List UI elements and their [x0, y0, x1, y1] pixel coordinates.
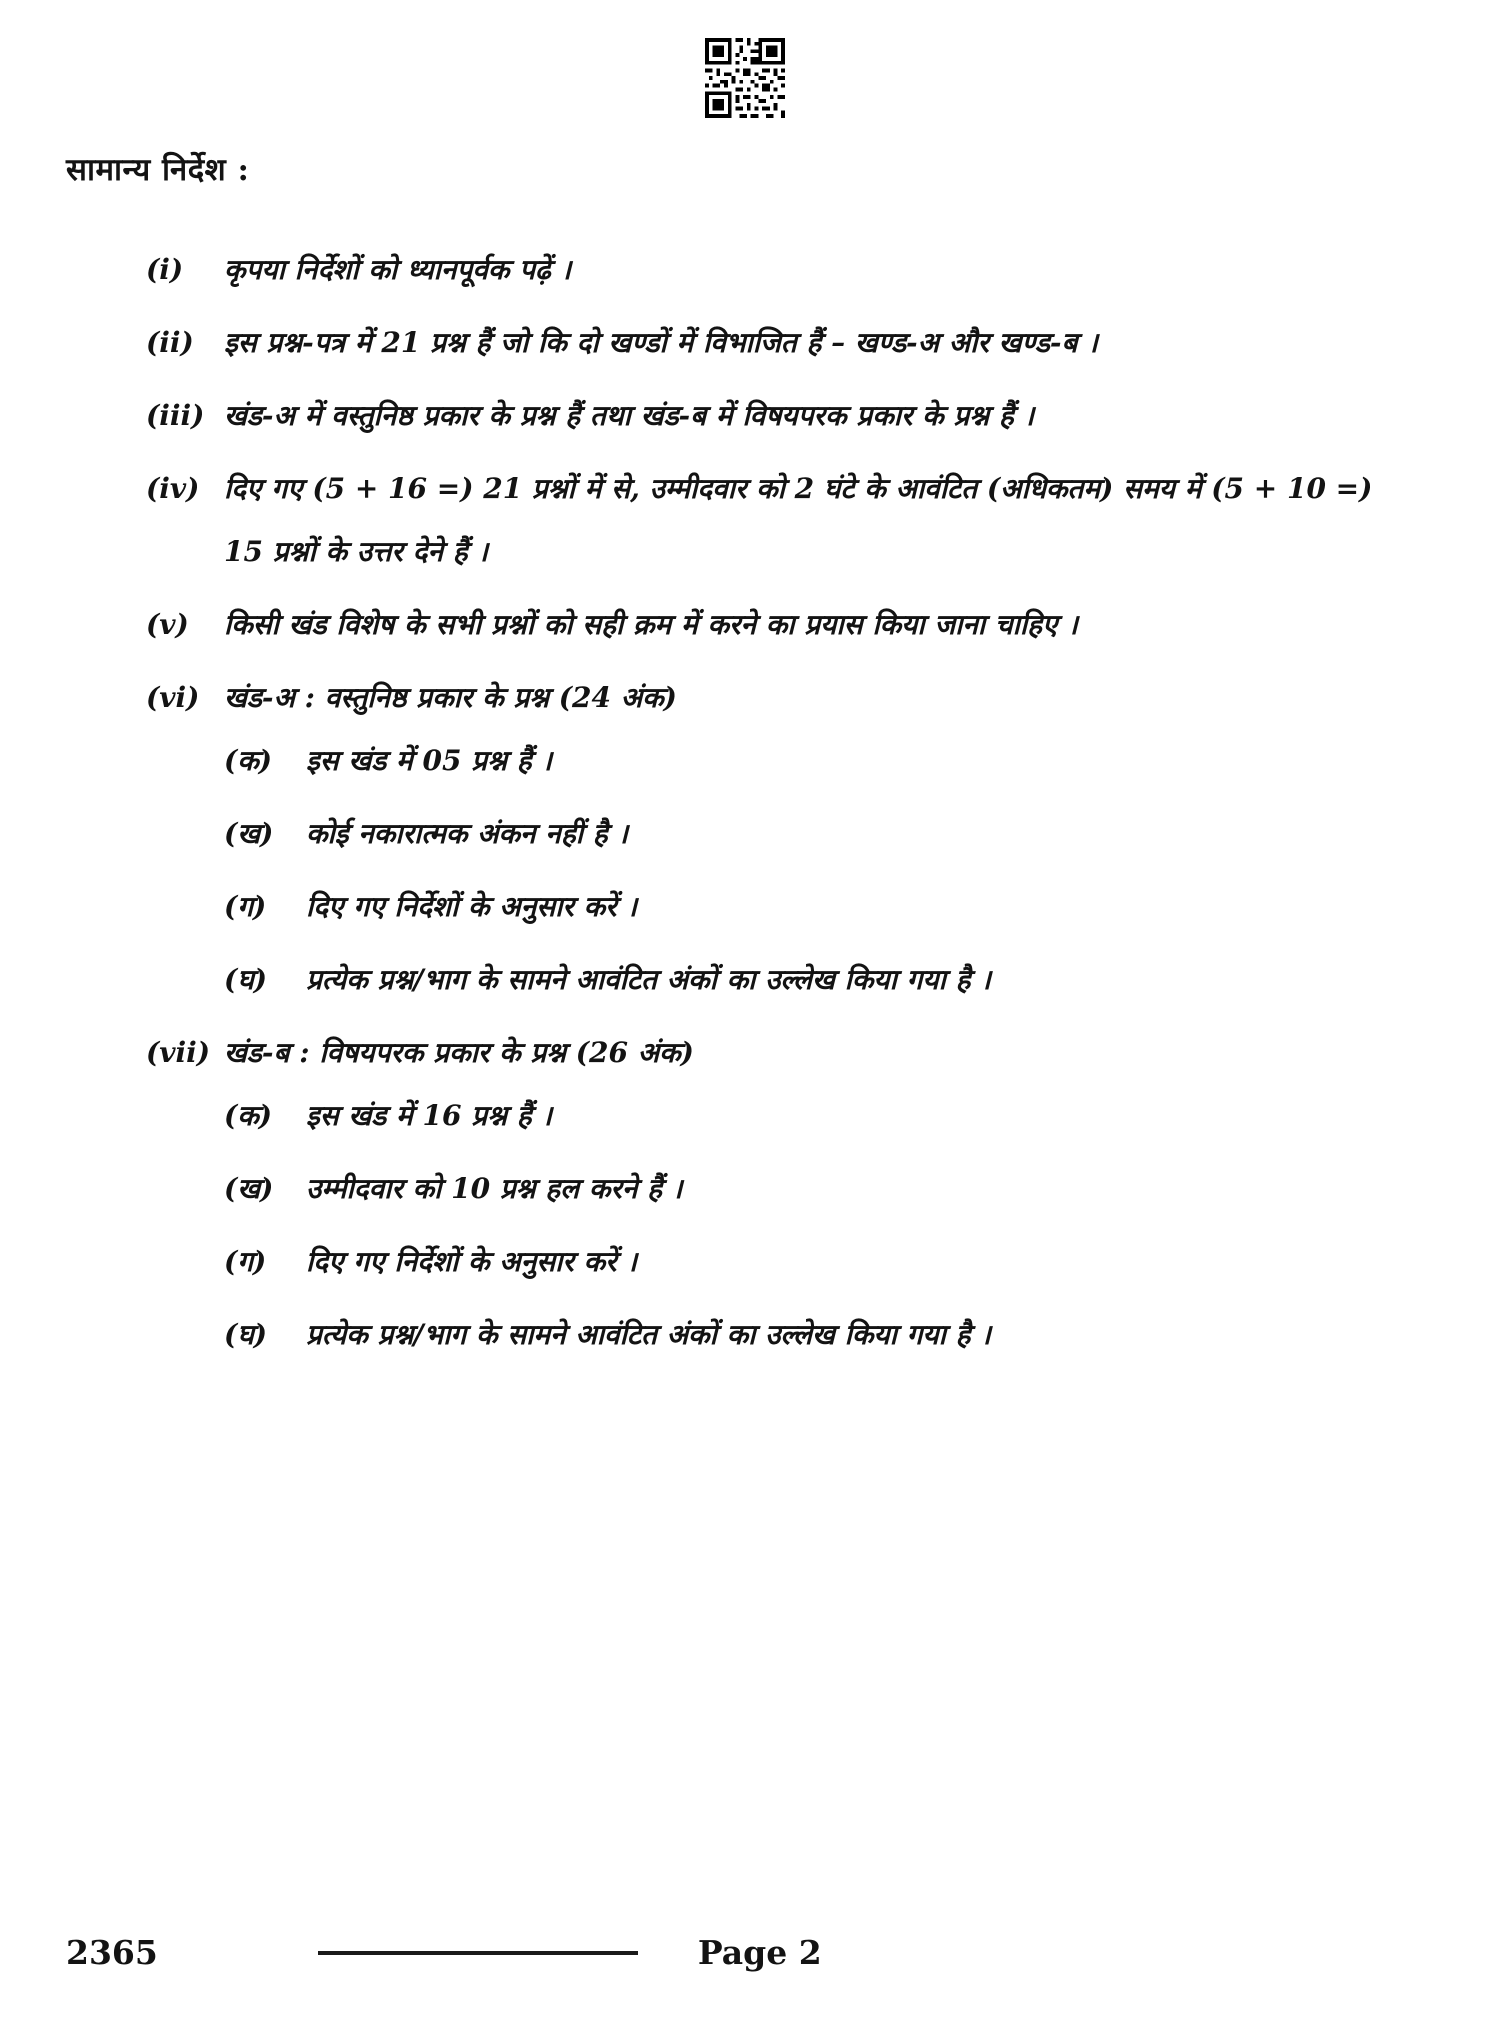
qr-code-icon — [705, 38, 785, 118]
instruction-number: (i) — [146, 253, 184, 286]
sub-instruction-text: दिए गए निर्देशों के अनुसार करें । — [306, 1245, 637, 1278]
instruction-item — [146, 311, 1410, 374]
instruction-number: (ii) — [146, 326, 194, 359]
instruction-text: किसी खंड विशेष के सभी प्रश्नों को सही क्रम में करने का प्रयास किया जाना चाहिए । — [224, 608, 1078, 641]
sub-instruction-item — [224, 875, 1410, 938]
instruction-item — [146, 457, 1410, 583]
sub-instruction-number: (ग) — [224, 1245, 267, 1278]
instructions-list — [146, 238, 1410, 1366]
instruction-item — [146, 1021, 1410, 1366]
sub-instruction-number: (ख) — [224, 1172, 274, 1205]
sub-instructions-list — [224, 1084, 1410, 1366]
page-number: Page 2 — [697, 1933, 822, 1972]
sub-instruction-number: (क) — [224, 1099, 273, 1132]
sub-instruction-number: (ख) — [224, 817, 274, 850]
instruction-number: (v) — [146, 608, 189, 641]
page-footer — [66, 1933, 1439, 1972]
instruction-number: (iv) — [146, 472, 200, 505]
sub-instruction-text: इस खंड में 16 प्रश्न हैं । — [306, 1099, 552, 1132]
instruction-item — [146, 238, 1410, 301]
instruction-item — [146, 666, 1410, 1011]
sub-instruction-item — [224, 729, 1410, 792]
instruction-number: (vi) — [146, 681, 200, 714]
instruction-text: इस प्रश्न-पत्र में 21 प्रश्न हैं जो कि दो खण्डों में विभाजित हैं – खण्ड-अ और खण्ड-ब । — [224, 326, 1098, 359]
sub-instruction-text: प्रत्येक प्रश्न/भाग के सामने आवंटित अंकों का उल्लेख किया गया है । — [306, 1318, 991, 1351]
instruction-number: (vii) — [146, 1036, 211, 1069]
instruction-text: खंड-अ में वस्तुनिष्ठ प्रकार के प्रश्न हैं तथा खंड-ब में विषयपरक प्रकार के प्रश्न हैं । — [224, 399, 1035, 432]
page-title: सामान्य निर्देश : — [66, 152, 250, 188]
instruction-number: (iii) — [146, 399, 205, 432]
sub-instruction-number: (क) — [224, 744, 273, 777]
instruction-text: खंड-अ : वस्तुनिष्ठ प्रकार के प्रश्न (24 अंक) — [224, 681, 677, 714]
instruction-item — [146, 384, 1410, 447]
sub-instruction-item — [224, 1303, 1410, 1366]
sub-instruction-text: प्रत्येक प्रश्न/भाग के सामने आवंटित अंकों का उल्लेख किया गया है । — [306, 963, 991, 996]
sub-instruction-item — [224, 1230, 1410, 1293]
sub-instruction-item — [224, 948, 1410, 1011]
sub-instruction-number: (घ) — [224, 1318, 268, 1351]
sub-instructions-list — [224, 729, 1410, 1011]
instruction-item — [146, 593, 1410, 656]
paper-code: 2365 — [66, 1933, 158, 1972]
sub-instruction-item — [224, 802, 1410, 865]
sub-instruction-text: कोई नकारात्मक अंकन नहीं है । — [306, 817, 628, 850]
sub-instruction-item — [224, 1084, 1410, 1147]
sub-instruction-text: उम्मीदवार को 10 प्रश्न हल करने हैं । — [306, 1172, 683, 1205]
sub-instruction-number: (घ) — [224, 963, 268, 996]
sub-instruction-number: (ग) — [224, 890, 267, 923]
instruction-text: कृपया निर्देशों को ध्यानपूर्वक पढ़ें । — [224, 253, 572, 286]
footer-divider — [318, 1951, 638, 1955]
instruction-text: खंड-ब : विषयपरक प्रकार के प्रश्न (26 अंक) — [224, 1036, 694, 1069]
instruction-text: दिए गए (5 + 16 =) 21 प्रश्नों में से, उम्मीदवार को 2 घंटे के आवंटित (अधिकतम) समय में (5 + 10 =) 15 प्रश्नों के उत्तर देने हैं । — [224, 472, 1373, 568]
sub-instruction-text: इस खंड में 05 प्रश्न हैं । — [306, 744, 552, 777]
sub-instruction-text: दिए गए निर्देशों के अनुसार करें । — [306, 890, 637, 923]
sub-instruction-item — [224, 1157, 1410, 1220]
